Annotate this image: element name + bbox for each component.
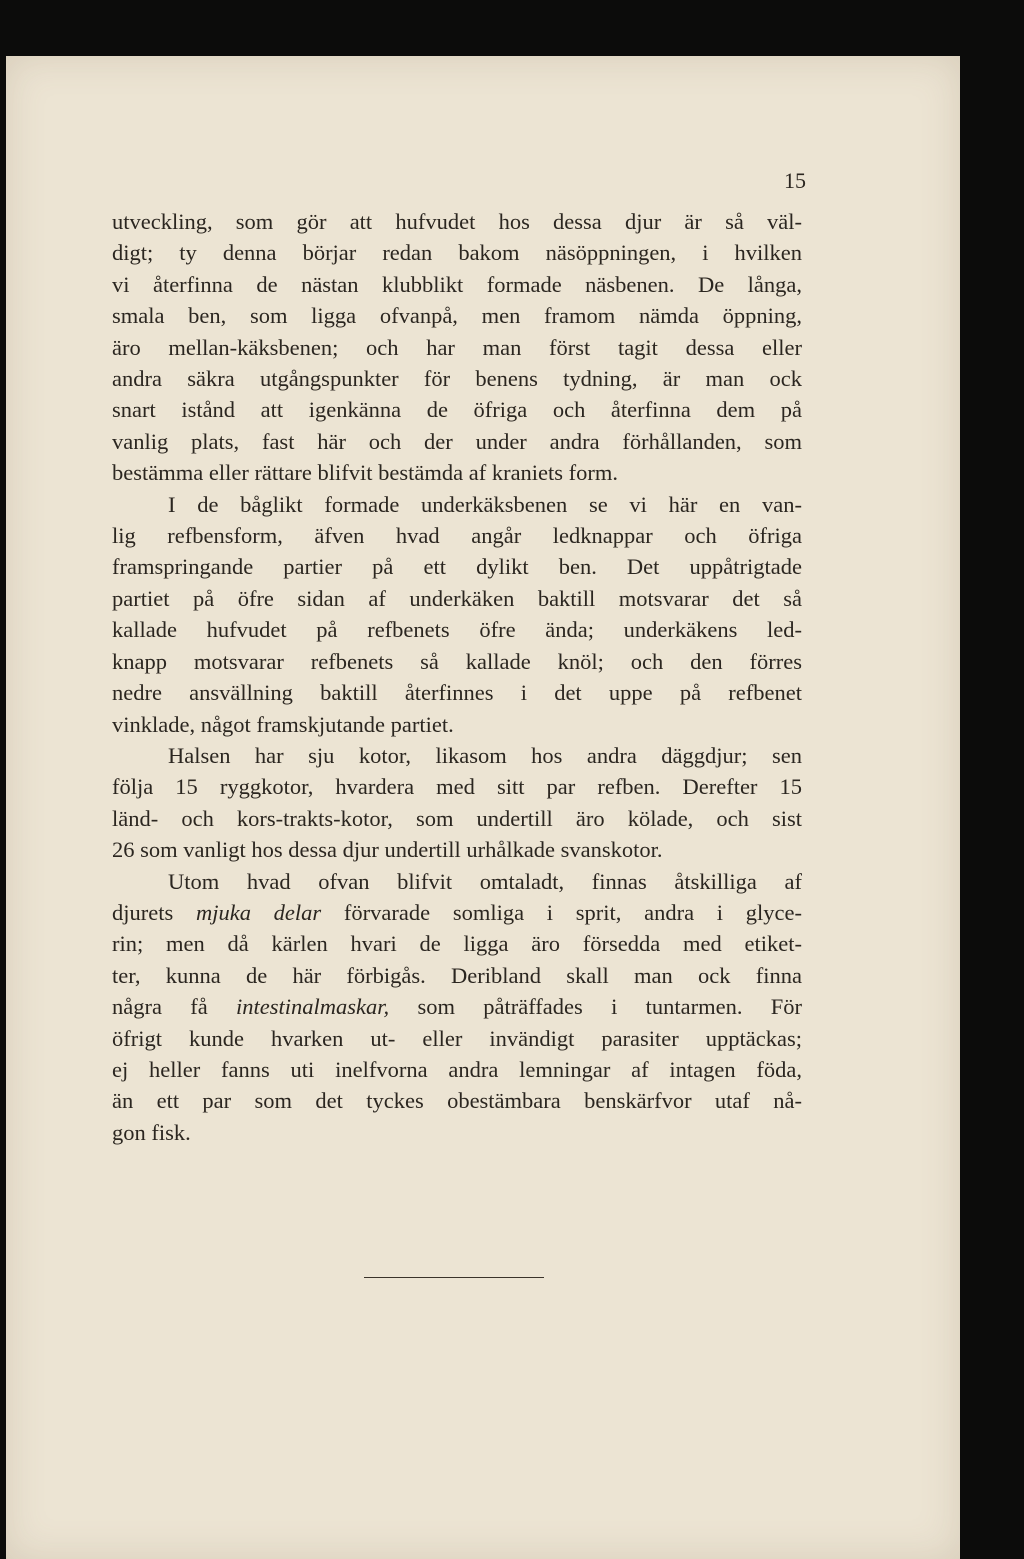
text-line: framspringande partier på ett dylikt ben. Det uppåtrigtade — [112, 554, 802, 580]
text-run: några få — [112, 994, 237, 1020]
text-line: nedre ansvällning baktill återfinnes i det uppe på refbenet — [112, 680, 802, 706]
text-line: Halsen har sju kotor, likasom hos andra däggdjur; sen — [168, 742, 802, 768]
text-line: Utom hvad ofvan blifvit omtaladt, finnas åtskilliga af — [168, 868, 802, 894]
text-line: öfrigt kunde hvarken ut- eller invändigt parasiter upptäckas; — [112, 1025, 802, 1051]
text-line: utveckling, som gör att hufvudet hos dessa djur är så väl- — [112, 209, 802, 234]
text-line: vinklade, något framskjutande partiet. — [112, 711, 454, 737]
text-line: vanlig plats, fast här och der under andra förhållanden, som — [112, 428, 802, 454]
text-line: knapp motsvarar refbenets så kallade knöl; och den förres — [112, 648, 802, 674]
text-run: djurets — [112, 899, 196, 925]
book-page — [6, 56, 960, 1559]
text-line: I de båglikt formade underkäksbenen se vi här en van- — [168, 491, 802, 517]
text-line: ej heller fanns uti inelfvorna andra lemningar af intagen föda, — [112, 1056, 802, 1082]
text-run: som påträffades i tuntarmen. För — [389, 994, 802, 1020]
text-line: kallade hufvudet på refbenets öfre ända; underkäkens led- — [112, 617, 802, 643]
text-line: ter, kunna de här förbigås. Deribland skall man ock finna — [112, 962, 802, 988]
text-line: 26 som vanligt hos dessa djur undertill urhålkade svanskotor. — [112, 837, 663, 863]
section-divider — [364, 1277, 544, 1278]
text-line: partiet på öfre sidan af underkäken baktill motsvarar det så — [112, 585, 802, 611]
text-run: förvarade somliga i sprit, andra i glyce- — [321, 899, 802, 925]
text-line: än ett par som det tyckes obestämbara benskärfvor utaf nå- — [112, 1088, 802, 1114]
text-line: andra säkra utgångspunkter för benens tydning, är man ock — [112, 366, 802, 392]
text-line: följa 15 ryggkotor, hvardera med sitt par refben. Derefter 15 — [112, 774, 802, 800]
text-line: vi återfinna de nästan klubblikt formade näsbenen. De långa, — [112, 271, 802, 297]
page-number: 15 — [784, 168, 806, 193]
text-line: äro mellan-käksbenen; och har man först tagit dessa eller — [112, 334, 802, 360]
italic-term: intestinalmaskar, — [236, 994, 390, 1020]
text-line — [112, 897, 802, 928]
italic-term: mjuka delar — [195, 899, 322, 925]
text-line: länd- och kors-trakts-kotor, som undertill äro kölade, och sist — [112, 805, 802, 831]
text-line: digt; ty denna börjar redan bakom näsöppningen, i hvilken — [112, 240, 802, 266]
text-line: gon fisk. — [112, 1119, 191, 1145]
text-line: smala ben, som ligga ofvanpå, men framom nämda öppning, — [112, 303, 802, 329]
text-line: bestämma eller rättare blifvit bestämda af kraniets form. — [112, 460, 619, 486]
text-line: snart istånd att igenkänna de öfriga och återfinna dem på — [112, 397, 802, 423]
body-text — [112, 206, 802, 1148]
text-line: lig refbensform, äfven hvad angår ledknappar och öfriga — [112, 523, 802, 549]
text-line — [112, 991, 802, 1022]
text-line: rin; men då kärlen hvari de ligga äro försedda med etiket- — [112, 931, 802, 957]
